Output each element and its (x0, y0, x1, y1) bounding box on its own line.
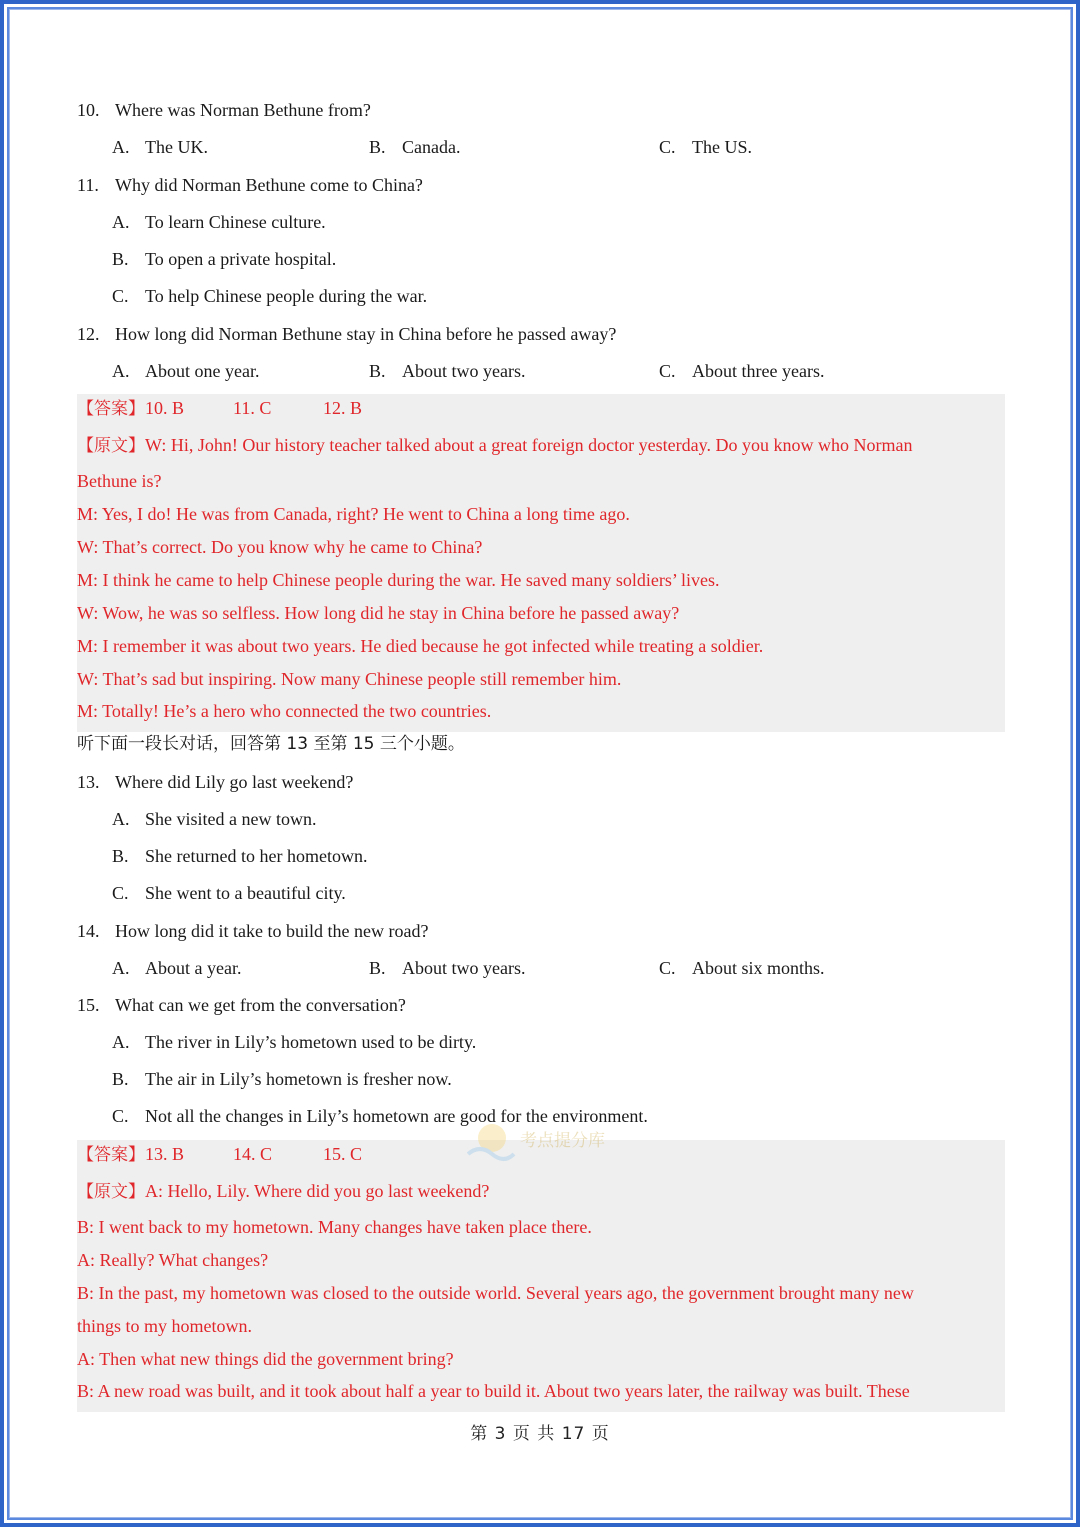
option-letter: C. (659, 137, 676, 157)
option-text: About three years. (692, 361, 825, 381)
option-text: The river in Lily’s hometown used to be dirty. (145, 1032, 477, 1052)
question-text: Where did Lily go last weekend? (115, 772, 354, 792)
question-number: 11. (77, 175, 99, 195)
option-text: The US. (692, 137, 752, 157)
option-letter: B. (369, 361, 386, 381)
option-letter: B. (112, 846, 129, 866)
option-c (112, 285, 427, 307)
transcript-line: M: I remember it was about two years. He died because he got infected while treating a soldier. (77, 636, 764, 656)
transcript-line: B: I went back to my hometown. Many changes have taken place there. (77, 1217, 592, 1237)
option-c (112, 882, 346, 904)
transcript-line: A: Really? What changes? (77, 1250, 269, 1270)
option-b (369, 957, 525, 979)
question-14 (77, 920, 428, 942)
question-text: Where was Norman Bethune from? (115, 100, 371, 120)
transcript-line: M: Yes, I do! He was from Canada, right? He went to China a long time ago. (77, 504, 630, 524)
option-letter: C. (659, 958, 676, 978)
answer-key-2 (77, 1143, 362, 1166)
transcript-tag: 【原文】 (77, 1182, 145, 1202)
option-text: Not all the changes in Lily’s hometown are good for the environment. (145, 1106, 648, 1126)
question-text: How long did Norman Bethune stay in China before he passed away? (115, 324, 617, 344)
option-text: To open a private hospital. (145, 249, 337, 269)
option-b (112, 1068, 452, 1090)
option-a (112, 808, 316, 830)
option-text: About one year. (145, 361, 260, 381)
option-letter: A. (112, 212, 130, 232)
option-letter: B. (112, 249, 129, 269)
page-footer: 第 3 页 共 17 页 (470, 1424, 610, 1444)
transcript-line: things to my hometown. (77, 1316, 252, 1336)
transcript-line: W: That’s sad but inspiring. Now many Chinese people still remember him. (77, 669, 622, 689)
question-12 (77, 323, 616, 345)
transcript-line (77, 434, 912, 457)
option-a (112, 957, 241, 979)
option-letter: C. (112, 883, 129, 903)
option-a (112, 211, 326, 233)
question-text: How long did it take to build the new road? (115, 921, 429, 941)
answer-item: 14. C (233, 1144, 273, 1164)
option-text: About two years. (402, 958, 526, 978)
transcript-line: Bethune is? (77, 471, 162, 491)
option-text: She went to a beautiful city. (145, 883, 346, 903)
option-b (112, 248, 336, 270)
transcript-text: W: Hi, John! Our history teacher talked about a great foreign doctor yesterday. Do you know who Norman (145, 435, 913, 455)
transcript-line: B: A new road was built, and it took about half a year to build it. About two years later, the railway was built. These (77, 1381, 910, 1401)
option-letter: B. (369, 958, 386, 978)
section-instruction: 听下面一段长对话，回答第 13 至第 15 三个小题。 (77, 734, 465, 754)
option-c (659, 136, 752, 158)
transcript-text: A: Hello, Lily. Where did you go last weekend? (145, 1181, 490, 1201)
transcript-line: W: Wow, he was so selfless. How long did he stay in China before he passed away? (77, 603, 680, 623)
option-text: The air in Lily’s hometown is fresher now. (145, 1069, 452, 1089)
question-15 (77, 994, 406, 1016)
option-letter: B. (369, 137, 386, 157)
transcript-line (77, 1180, 489, 1203)
bulb-icon (462, 1120, 518, 1168)
answer-key-1 (77, 397, 362, 420)
option-c (659, 957, 825, 979)
option-letter: A. (112, 137, 130, 157)
option-text: Canada. (402, 137, 461, 157)
option-text: To help Chinese people during the war. (145, 286, 428, 306)
option-a (112, 136, 208, 158)
watermark-text: 考点提分库 (520, 1131, 605, 1151)
option-c (659, 360, 824, 382)
option-text: To learn Chinese culture. (145, 212, 326, 232)
option-letter: A. (112, 1032, 130, 1052)
question-number: 12. (77, 324, 100, 344)
option-text: About two years. (402, 361, 526, 381)
transcript-line: M: I think he came to help Chinese people during the war. He saved many soldiers’ lives. (77, 570, 720, 590)
transcript-tag: 【原文】 (77, 436, 145, 456)
option-text: She returned to her hometown. (145, 846, 368, 866)
option-a (112, 360, 259, 382)
option-letter: C. (112, 286, 129, 306)
watermark-logo (462, 1120, 632, 1170)
question-number: 10. (77, 100, 100, 120)
question-text: Why did Norman Bethune come to China? (115, 175, 423, 195)
answer-tag: 【答案】 (77, 1145, 145, 1165)
question-number: 15. (77, 995, 100, 1015)
option-letter: A. (112, 809, 130, 829)
transcript-line: M: Totally! He’s a hero who connected the two countries. (77, 701, 492, 721)
option-text: About a year. (145, 958, 242, 978)
option-letter: A. (112, 958, 130, 978)
question-10 (77, 99, 371, 121)
option-letter: C. (112, 1106, 129, 1126)
question-text: What can we get from the conversation? (115, 995, 406, 1015)
transcript-line: A: Then what new things did the government bring? (77, 1349, 454, 1369)
transcript-line: B: In the past, my hometown was closed to the outside world. Several years ago, the government brought many new (77, 1283, 914, 1303)
option-text: The UK. (145, 137, 208, 157)
transcript-line: W: That’s correct. Do you know why he came to China? (77, 537, 483, 557)
answer-item: 10. B (145, 398, 185, 418)
question-number: 13. (77, 772, 100, 792)
option-text: She visited a new town. (145, 809, 317, 829)
answer-tag: 【答案】 (77, 399, 145, 419)
option-letter: A. (112, 361, 130, 381)
answer-item: 11. C (233, 398, 272, 418)
answer-item: 12. B (323, 398, 363, 418)
question-13 (77, 771, 353, 793)
question-11 (77, 174, 423, 196)
option-a (112, 1031, 476, 1053)
option-b (369, 136, 460, 158)
option-text: About six months. (692, 958, 825, 978)
option-letter: C. (659, 361, 676, 381)
option-letter: B. (112, 1069, 129, 1089)
option-b (112, 845, 367, 867)
answer-item: 13. B (145, 1144, 185, 1164)
option-b (369, 360, 525, 382)
answer-item: 15. C (323, 1144, 363, 1164)
question-number: 14. (77, 921, 100, 941)
